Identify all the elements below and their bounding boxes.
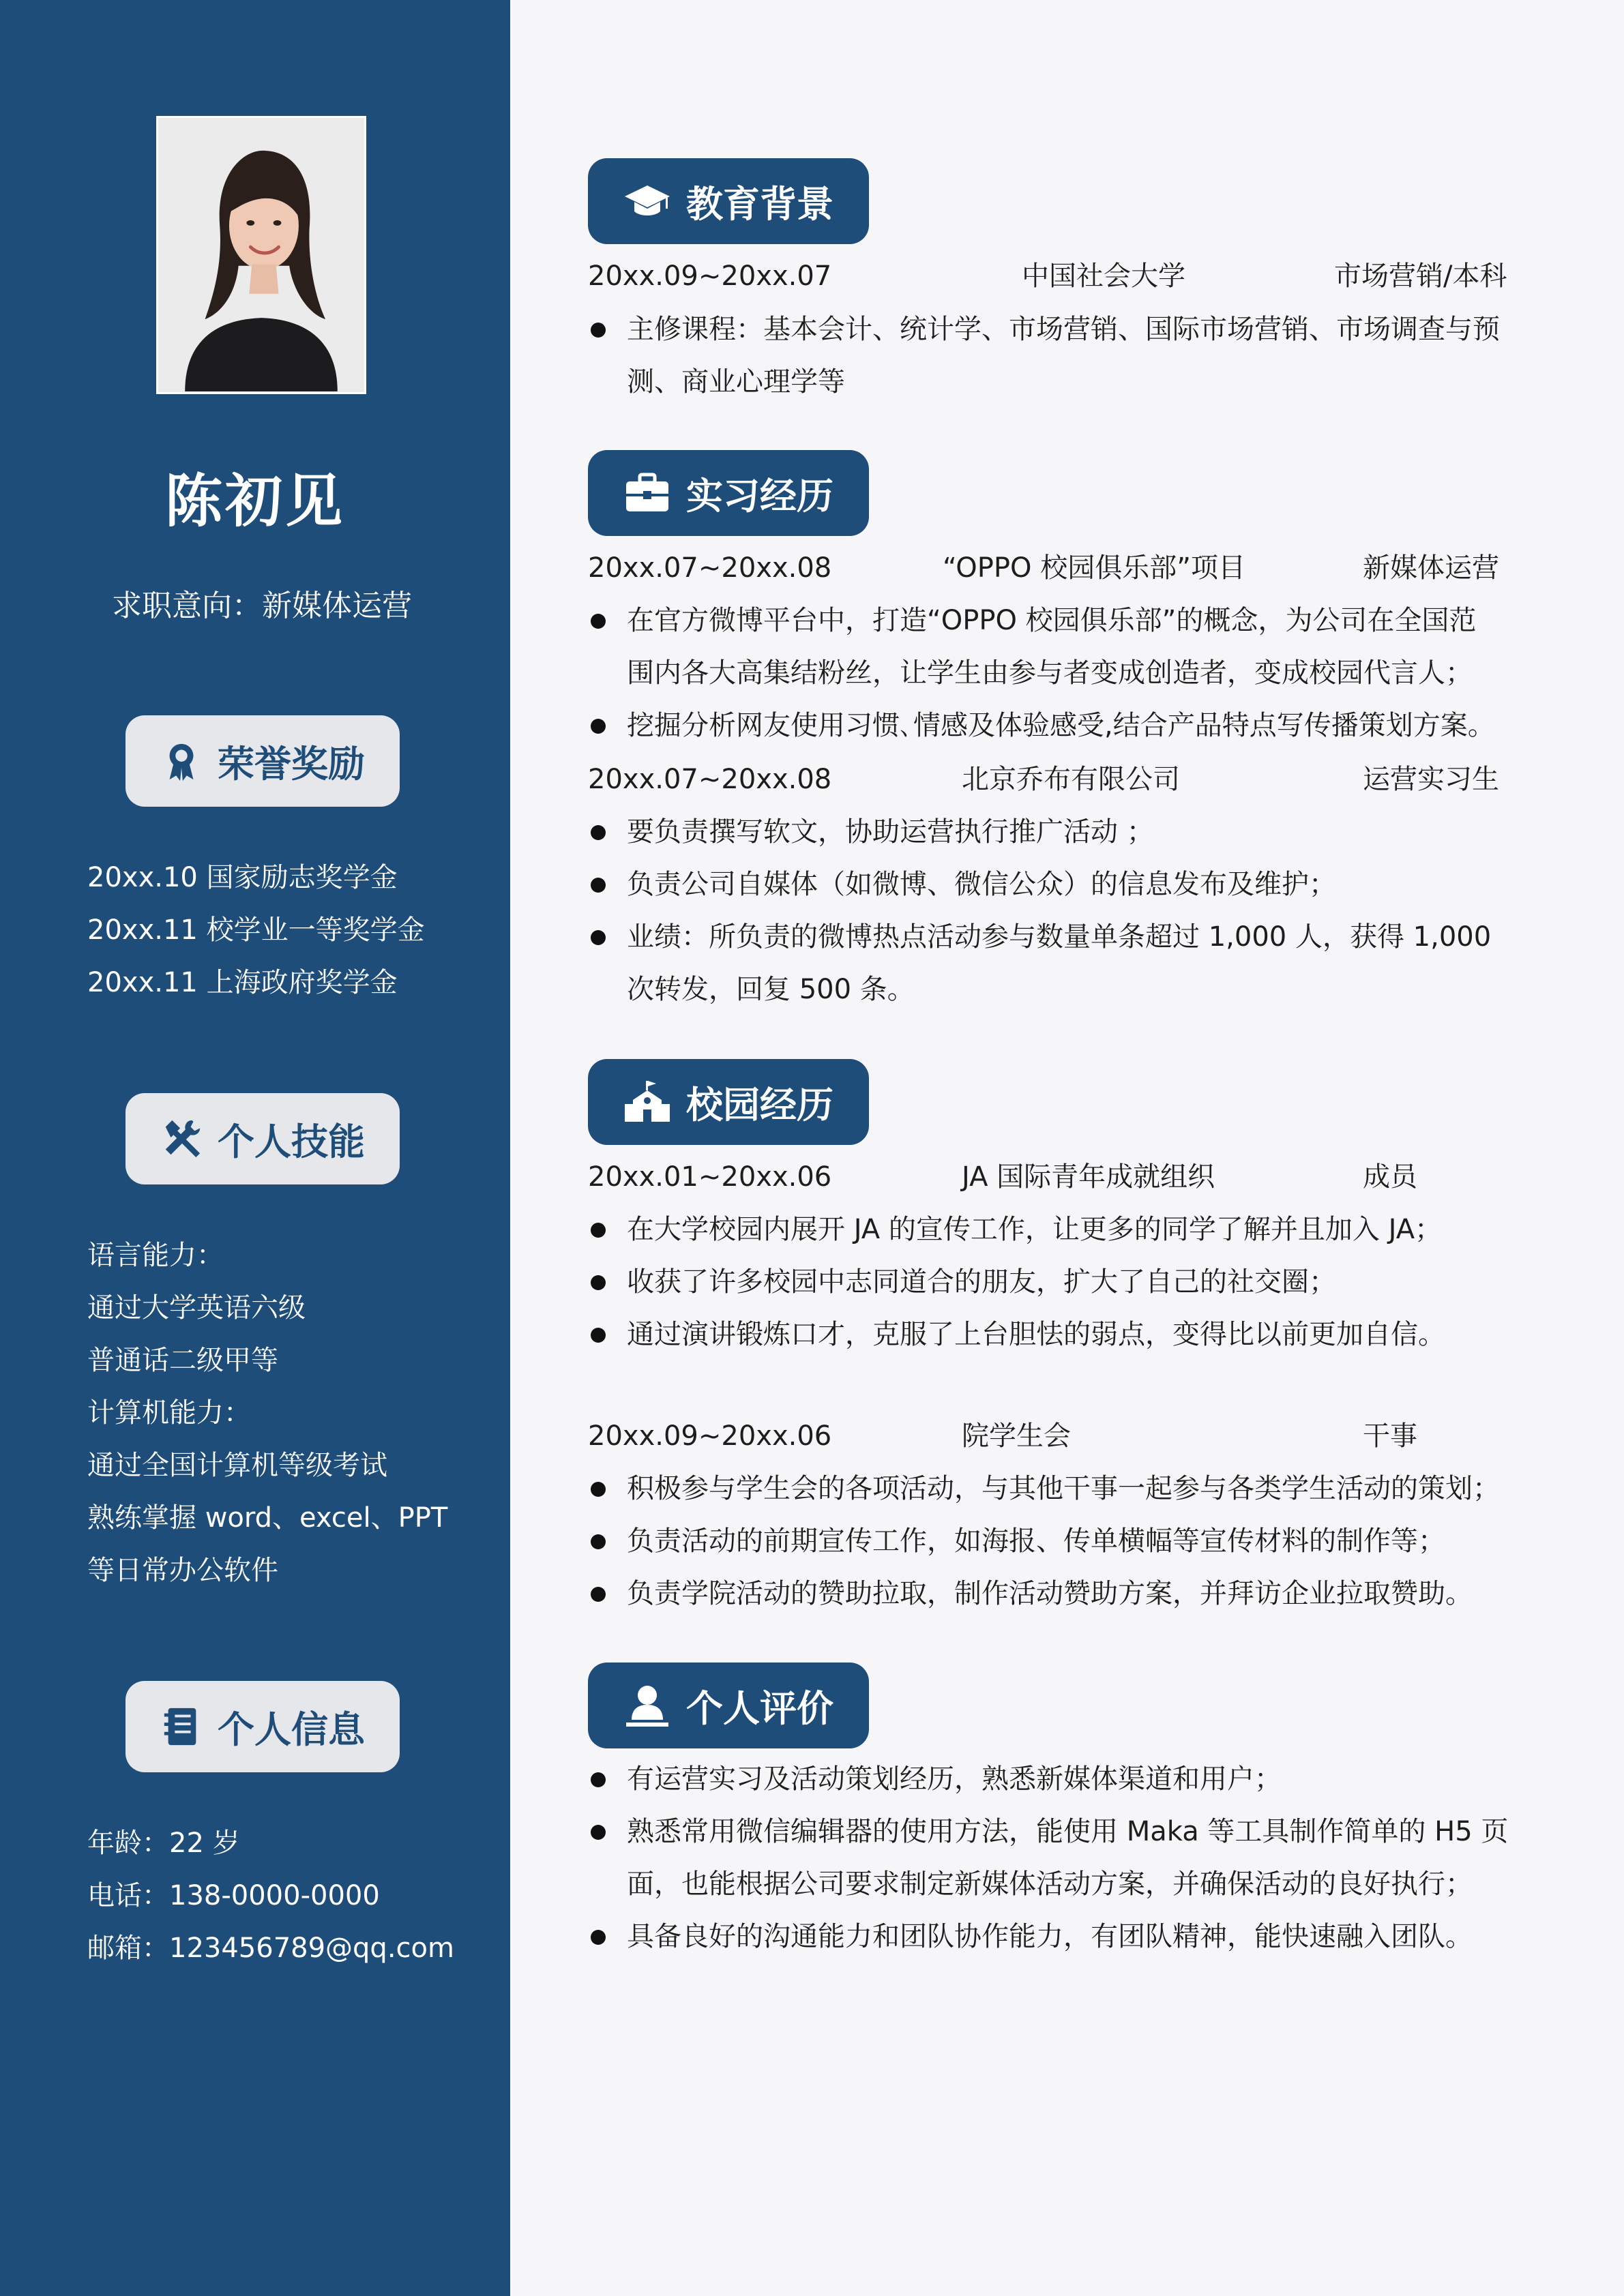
list-item: 收获了许多校园中志同道合的朋友，扩大了自己的社交圈； — [588, 1256, 1543, 1309]
list-item: 普通话二级甲等 — [87, 1345, 278, 1376]
entry-date: 20xx.01~20xx.06 — [588, 1161, 832, 1193]
award-icon — [160, 740, 203, 782]
entry-org: 院学生会 — [962, 1420, 1071, 1452]
list-item: 20xx.11 校学业一等奖学金 — [87, 914, 425, 946]
list-item: 负责公司自媒体（如微博、微信公众）的信息发布及维护； — [588, 859, 1543, 911]
skills-title: 个人技能 — [218, 1120, 365, 1163]
age-text: 年龄：22 岁 — [87, 1828, 240, 1859]
list-item: 负责活动的前期宣传工作，如海报、传单横幅等宣传材料的制作等； — [588, 1515, 1543, 1568]
skills-header — [126, 1093, 400, 1184]
skills-list — [87, 1229, 447, 1597]
internship-entry-2 — [588, 759, 1570, 800]
list-item: 具备良好的沟通能力和团队协作能力，有团队精神，能快速融入团队。 — [588, 1911, 1543, 1963]
email-text[interactable]: 邮箱：123456789@qq.com — [87, 1933, 454, 1964]
campus-entry-2 — [588, 1416, 1570, 1457]
evaluation-bullets — [588, 1753, 1543, 1963]
list-item: 熟悉常用微信编辑器的使用方法，能使用 Maka 等工具制作简单的 H5 页 面，也能根据公司要求制定新媒体活动方案，并确保活动的良好执行； — [588, 1806, 1543, 1911]
entry-org: “OPPO 校园俱乐部”项目 — [943, 552, 1245, 584]
internship-header — [588, 450, 869, 536]
entry-org: 北京乔布有限公司 — [962, 764, 1180, 795]
entry-date: 20xx.09~20xx.06 — [588, 1420, 832, 1452]
campus-header — [588, 1059, 869, 1145]
entry-role: 成员 — [1363, 1161, 1417, 1193]
entry-org: JA 国际青年成就组织 — [962, 1161, 1215, 1193]
list-item: 积极参与学生会的各项活动，与其他干事一起参与各类学生活动的策划； — [588, 1463, 1543, 1515]
honors-title: 荣誉奖励 — [218, 742, 365, 786]
list-item: 挖掘分析网友使用习惯､情感及体验感受,结合产品特点写传播策划方案｡ — [588, 700, 1543, 752]
entry-role: 市场营销/本科 — [1334, 260, 1507, 292]
honors-header — [126, 715, 400, 807]
honors-list — [87, 852, 425, 1009]
campus-2-bullets — [588, 1463, 1543, 1620]
info-header — [126, 1681, 400, 1772]
evaluation-title: 个人评价 — [686, 1686, 833, 1730]
campus-1-bullets — [588, 1204, 1543, 1361]
portrait-image — [158, 118, 364, 392]
candidate-name: 陈初见 — [164, 467, 345, 535]
tools-icon — [160, 1118, 203, 1160]
briefcase-icon — [623, 471, 671, 516]
list-item: 计算机能力： — [87, 1397, 251, 1429]
list-item: 在官方微博平台中，打造“OPPO 校园俱乐部”的概念，为公司在全国范 围内各大高集结粉丝，让学生由参与者变成创造者，变成校园代言人； — [588, 595, 1543, 700]
campus-entry-1 — [588, 1157, 1570, 1197]
list-item: 通过大学英语六级 — [87, 1292, 306, 1324]
internship-2-bullets — [588, 806, 1543, 1016]
school-icon — [623, 1079, 671, 1124]
job-intent: 求职意向：新媒体运营 — [112, 588, 412, 623]
internship-entry-1 — [588, 548, 1570, 588]
list-item: 有运营实习及活动策划经历，熟悉新媒体渠道和用户； — [588, 1753, 1543, 1806]
education-bullets — [588, 303, 1543, 408]
list-item: 等日常办公软件 — [87, 1555, 278, 1586]
info-title: 个人信息 — [218, 1708, 365, 1751]
phone-text[interactable]: 电话：138-0000-0000 — [87, 1880, 380, 1911]
evaluation-header — [588, 1663, 869, 1748]
graduation-cap-icon — [623, 179, 671, 224]
entry-date: 20xx.07~20xx.08 — [588, 552, 832, 584]
address-book-icon — [160, 1705, 203, 1748]
entry-role: 运营实习生 — [1363, 764, 1499, 795]
main-content — [588, 0, 1570, 2296]
list-item: 通过全国计算机等级考试 — [87, 1450, 387, 1481]
list-item: 负责学院活动的赞助拉取，制作活动赞助方案，并拜访企业拉取赞助。 — [588, 1568, 1543, 1620]
list-item: 业绩：所负责的微博热点活动参与数量单条超过 1,000 人，获得 1,000 次转发，回复 500 条。 — [588, 911, 1543, 1016]
sidebar — [0, 0, 510, 2296]
entry-date: 20xx.09~20xx.07 — [588, 260, 832, 292]
list-item: 通过演讲锻炼口才，克服了上台胆怯的弱点，变得比以前更加自信。 — [588, 1309, 1543, 1361]
user-icon — [623, 1683, 671, 1728]
entry-role: 干事 — [1363, 1420, 1417, 1452]
internship-title: 实习经历 — [686, 474, 833, 518]
education-title: 教育背景 — [686, 182, 833, 226]
entry-role: 新媒体运营 — [1363, 552, 1499, 584]
list-item: 熟练掌握 word、excel、PPT — [87, 1502, 448, 1534]
entry-org: 中国社会大学 — [1022, 260, 1185, 292]
profile-photo — [156, 116, 366, 394]
list-item: 在大学校园内展开 JA 的宣传工作，让更多的同学了解并且加入 JA； — [588, 1204, 1543, 1256]
list-item: 要负责撰写软文，协助运营执行推广活动 ； — [588, 806, 1543, 859]
list-item: 20xx.10 国家励志奖学金 — [87, 862, 398, 893]
info-list — [87, 1817, 454, 1975]
education-entry — [588, 256, 1570, 297]
campus-title: 校园经历 — [686, 1083, 833, 1127]
list-item: 语言能力： — [87, 1240, 224, 1271]
internship-1-bullets — [588, 595, 1543, 752]
list-item: 主修课程：基本会计、统计学、市场营销、国际市场营销、市场调查与预 测、商业心理学等 — [588, 303, 1543, 408]
education-header — [588, 158, 869, 244]
entry-date: 20xx.07~20xx.08 — [588, 764, 832, 795]
list-item: 20xx.11 上海政府奖学金 — [87, 967, 398, 998]
